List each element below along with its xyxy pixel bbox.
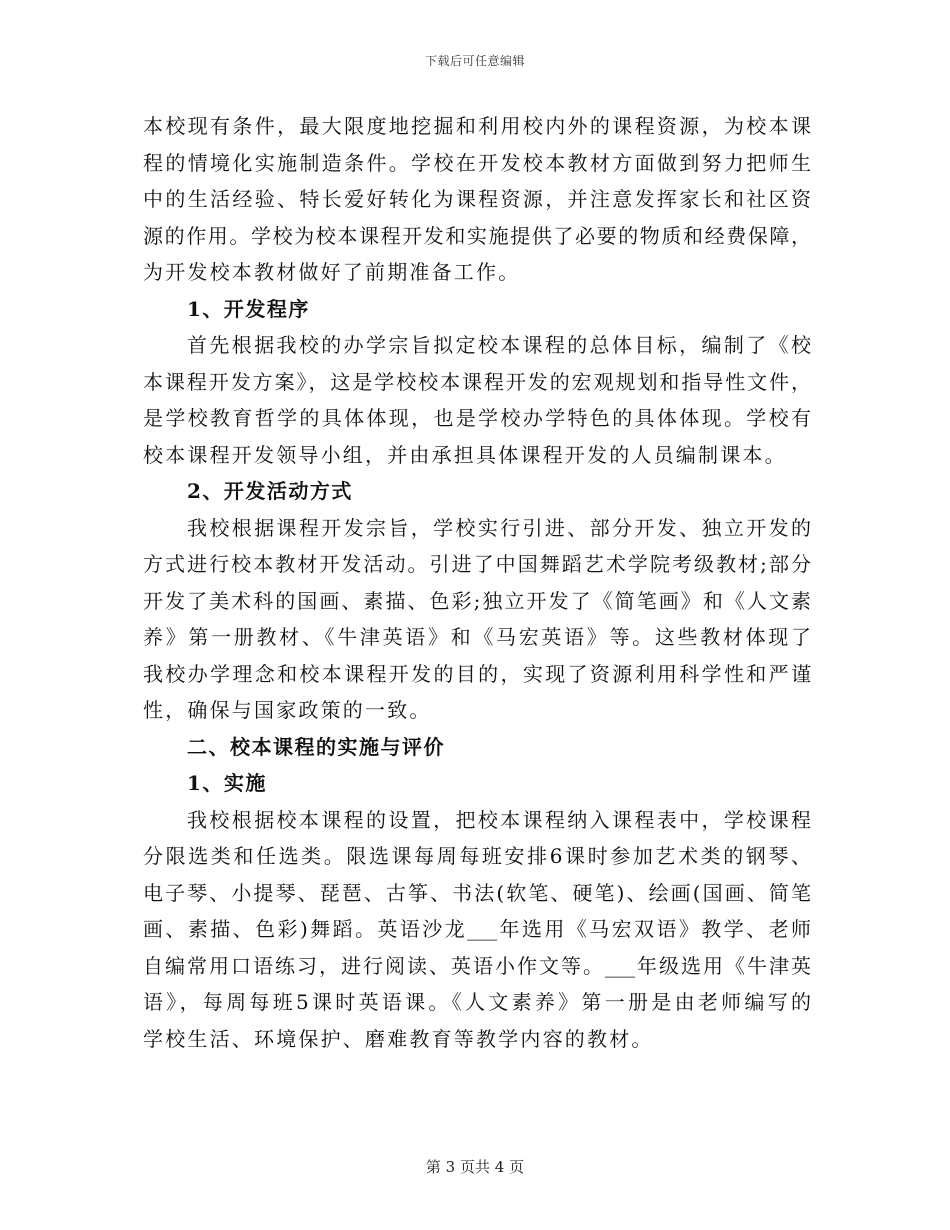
section-heading: 二、校本课程的实施与评价 <box>187 734 445 759</box>
text-line: 首先根据我校的办学宗旨拟定校本课程的总体目标，编制了《校 <box>187 333 811 357</box>
text-line: 电子琴、小提琴、琵琶、古筝、书法(软笔、硬笔)、绘画(国画、简笔 <box>143 880 811 905</box>
page-number: 第 3 页共 4 页 <box>425 1158 525 1176</box>
text-line: 画、素描、色彩)舞蹈。英语沙龙___年选用《马宏双语》教学、老师 <box>143 917 811 941</box>
text-line: 性，确保与国家政策的一致。 <box>143 698 432 722</box>
text-line: 自编常用口语练习，进行阅读、英语小作文等。___年级选用《牛津英 <box>143 953 811 978</box>
section-heading: 1、开发程序 <box>187 296 310 321</box>
text-line: 养》第一册教材、《牛津英语》和《马宏英语》等。这些教材体现了 <box>143 625 811 649</box>
text-line: 本校现有条件，最大限度地挖掘和利用校内外的课程资源，为校本课 <box>143 114 811 138</box>
paragraph <box>143 327 811 473</box>
text-line: 开发了美术科的国画、素描、色彩;独立开发了《简笔画》和《人文素 <box>143 588 811 613</box>
text-line: 程的情境化实施制造条件。学校在开发校本教材方面做到努力把师生 <box>143 150 811 175</box>
document-body <box>143 108 811 1057</box>
paragraph <box>143 510 811 729</box>
text-line: 我校办学理念和校本课程开发的目的，实现了资源利用科学性和严谨 <box>143 661 811 686</box>
text-line: 方式进行校本教材开发活动。引进了中国舞蹈艺术学院考级教材;部分 <box>143 552 811 576</box>
text-line: 校本课程开发领导小组，并由承担具体课程开发的人员编制课本。 <box>143 442 787 467</box>
paragraph <box>143 108 811 291</box>
text-line: 是学校教育哲学的具体体现，也是学校办学特色的具体体现。学校有 <box>143 406 811 430</box>
text-line: 中的生活经验、特长爱好转化为课程资源，并注意发挥家长和社区资 <box>143 187 811 211</box>
text-line: 分限选类和任选类。限选课每周每班安排6课时参加艺术类的钢琴、 <box>143 844 811 868</box>
text-line: 我校根据校本课程的设置，把校本课程纳入课程表中，学校课程 <box>187 807 811 832</box>
section-heading: 1、实施 <box>187 771 267 795</box>
page-header: 下载后可任意编辑 <box>424 54 525 68</box>
paragraph <box>143 802 811 1058</box>
section-heading: 2、开发活动方式 <box>187 479 353 503</box>
text-line: 源的作用。学校为校本课程开发和实施提供了必要的物质和经费保障， <box>143 223 811 248</box>
text-line: 本课程开发方案》，这是学校校本课程开发的宏观规划和指导性文件， <box>143 369 811 394</box>
text-line: 我校根据课程开发宗旨，学校实行引进、部分开发、独立开发的 <box>187 515 811 540</box>
text-line: 语》，每周每班5课时英语课。《人文素养》第一册是由老师编写的 <box>143 990 811 1014</box>
text-line: 为开发校本教材做好了前期准备工作。 <box>143 260 521 284</box>
text-line: 学校生活、环境保护、磨难教育等教学内容的教材。 <box>143 1026 654 1051</box>
